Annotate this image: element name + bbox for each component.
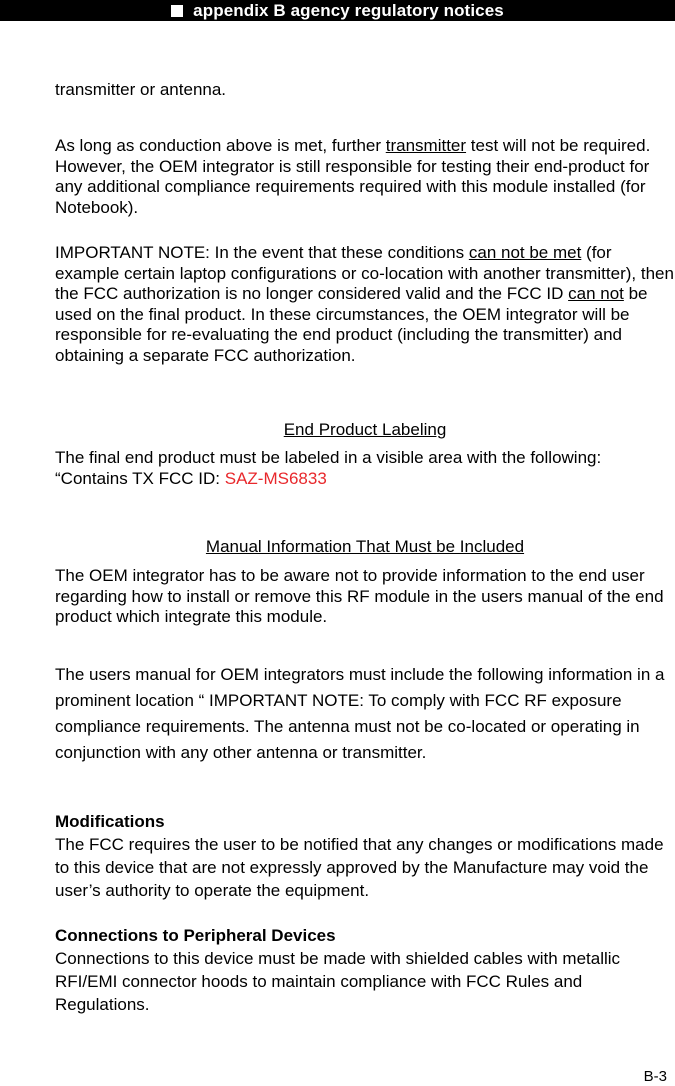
page-number: B-3 [643,1068,667,1085]
underlined-can-not: can not [568,284,624,303]
section-title: appendix B agency regulatory notices [193,0,504,20]
underlined-can-not-be-met: can not be met [468,243,582,262]
paragraph-conduction: As long as conduction above is met, further transmitter test will not be required. However, the OEM integrator is still responsible for testing their end-product for any additional compliance requirements required with this module installed (for Notebook). [55,136,651,217]
heading-connections: Connections to Peripheral Devices [55,926,336,945]
paragraph-labeling: The final end product must be labeled in a visible area with the following: “Contains TX FCC ID: SAZ-MS6833 [55,448,602,488]
section-modifications [55,812,675,902]
heading-manual-information: Manual Information That Must be Included [205,537,525,556]
section-header-bar [0,0,675,21]
square-bullet-icon [171,5,183,17]
paragraph-transmitter-continuation: transmitter or antenna. [55,80,227,99]
paragraph-important-note: IMPORTANT NOTE: In the event that these conditions can not be met (for example certain laptop configurations or co-location with another transmitter), then the FCC authorization is no longer considered valid and the FCC ID can not be used on the final product. In these circumstances, the OEM integrator will be responsible for re-evaluating the end product (including the transmitter) and obtaining a separate FCC authorization. [55,243,674,365]
paragraph-connections: Connections to this device must be made with shielded cables with metallic RFI/EMI connector hoods to maintain compliance with FCC Rules and Regulations. [55,948,621,1014]
paragraph-modifications: The FCC requires the user to be notified that any changes or modifications made to this device that are not expressly approved by the Manufacture may void the user’s authority to operate the equipment. [55,834,664,900]
fcc-id-value: SAZ-MS6833 [224,468,327,488]
underlined-transmitter: transmitter [385,136,467,155]
heading-modifications: Modifications [55,812,165,831]
heading-end-product-labeling: End Product Labeling [283,420,447,439]
paragraph-users-manual: The users manual for OEM integrators must include the following information in a prominent location “ IMPORTANT NOTE: To comply with FCC RF exposure compliance requirements. The antenna must not be co-located or operating in conjunction with any other antenna or transmitter. [55,665,665,762]
section-connections [55,926,675,1016]
paragraph-oem-aware: The OEM integrator has to be aware not to provide information to the end user regarding how to install or remove this RF module in the users manual of the end product which integrate this module. [55,566,664,626]
